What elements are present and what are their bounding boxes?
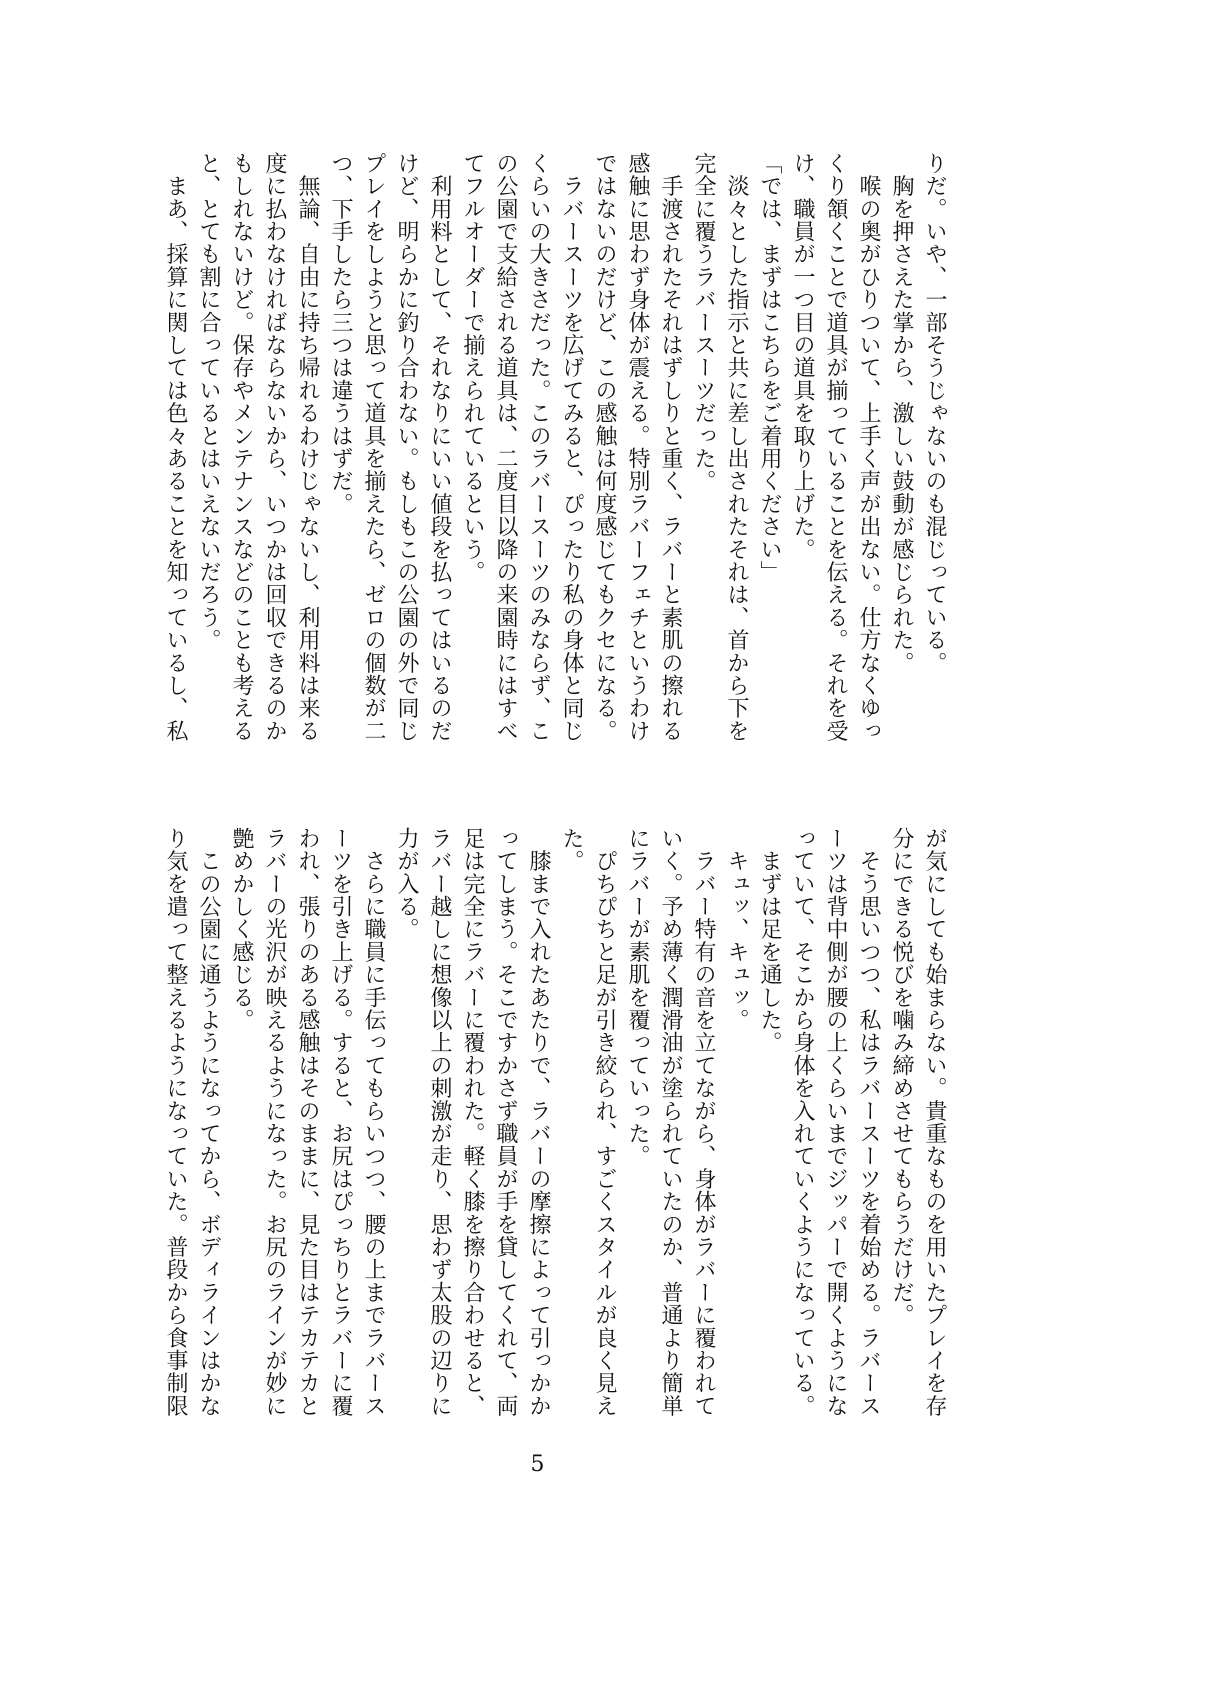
text-line: さらに職員に手伝ってもらいつつ、腰の上までラバース: [361, 827, 386, 1418]
text-line: もしれないけど。保存やメンテナンスなどのことも考える: [229, 152, 254, 743]
text-line: ではないのだけど、この感触は何度感じてもクセになる。: [592, 152, 617, 743]
text-line: 利用料として、それなりにいい値段を払ってはいるのだ: [427, 152, 452, 743]
text-line: にラバーが素肌を覆っていった。: [625, 827, 650, 1168]
text-line: つ、下手したら三つは違うはずだ。: [328, 152, 353, 516]
text-line: 「では、まずはこちらをご着用ください」: [757, 152, 782, 584]
text-line: くらいの大きさだった。このラバースーツのみならず、こ: [526, 152, 551, 743]
text-line: われ、張りのある感触はそのままに、見た目はテカテカと: [295, 827, 320, 1418]
text-line: プレイをしようと思って道具を揃えたら、ゼロの個数が二: [361, 152, 386, 743]
text-line: てフルオーダーで揃えられているという。: [460, 152, 485, 584]
lower-text-block: [151, 827, 951, 1427]
text-line: 力が入る。: [394, 827, 419, 941]
text-line: いく。予め薄く潤滑油が塗られていたのか、普通より簡単: [658, 827, 683, 1418]
text-line: 分にできる悦びを噛み締めさせてもらうだけだ。: [889, 827, 914, 1327]
text-line: ラバー越しに想像以上の刺激が走り、思わず太股の辺りに: [427, 827, 452, 1418]
text-line: 完全に覆うラバースーツだった。: [691, 152, 716, 493]
text-line: ってしまう。そこですかさず職員が手を貸してくれて、両: [493, 827, 518, 1418]
text-line: ーツを引き上げる。すると、お尻はぴっちりとラバーに覆: [328, 827, 353, 1418]
text-line: と、とても割に合っているとはいえないだろう。: [196, 152, 221, 652]
text-line: 感触に思わず身体が震える。特別ラバーフェチというわけ: [625, 152, 650, 743]
text-line: キュッ、キュッ。: [724, 827, 749, 1032]
text-line: け、職員が一つ目の道具を取り上げた。: [790, 152, 815, 561]
text-line: 艶めかしく感じる。: [229, 827, 254, 1032]
text-line: この公園に通うようになってから、ボディラインはかな: [196, 827, 221, 1418]
text-line: ラバーの光沢が映えるようになった。お尻のラインが妙に: [262, 827, 287, 1418]
text-line: 手渡されたそれはずしりと重く、ラバーと素肌の擦れる: [658, 152, 683, 743]
text-line: まずは足を通した。: [757, 827, 782, 1054]
text-line: 胸を押さえた掌から、激しい鼓動が感じられた。: [889, 152, 914, 675]
page-number: 5: [530, 1452, 545, 1477]
text-line: ぴちぴちと足が引き絞られ、すごくスタイルが良く見え: [592, 827, 617, 1418]
text-line: そう思いつつ、私はラバースーツを着始める。ラバース: [856, 827, 881, 1418]
text-line: が気にしても始まらない。貴重なものを用いたプレイを存: [922, 827, 947, 1418]
text-line: 足は完全にラバーに覆われた。軽く膝を擦り合わせると、: [460, 827, 485, 1418]
text-line: り気を遣って整えるようになっていた。普段から食事制限: [163, 827, 188, 1418]
text-line: の公園で支給される道具は、二度目以降の来園時にはすべ: [493, 152, 518, 743]
text-line: 無論、自由に持ち帰れるわけじゃないし、利用料は来る: [295, 152, 320, 743]
upper-text-block: [151, 152, 951, 752]
text-line: ーツは背中側が腰の上くらいまでジッパーで開くようにな: [823, 827, 848, 1418]
text-line: 膝まで入れたあたりで、ラバーの摩擦によって引っかか: [526, 827, 551, 1418]
text-line: まあ、採算に関しては色々あることを知っているし、私: [163, 152, 188, 743]
text-line: た。: [559, 827, 584, 873]
text-line: 度に払わなければならないから、いつかは回収できるのか: [262, 152, 287, 743]
text-line: 淡々とした指示と共に差し出されたそれは、首から下を: [724, 152, 749, 743]
text-line: ラバー特有の音を立てながら、身体がラバーに覆われて: [691, 827, 716, 1418]
text-line: くり頷くことで道具が揃っていることを伝える。それを受: [823, 152, 848, 743]
text-line: けど、明らかに釣り合わない。もしもこの公園の外で同じ: [394, 152, 419, 743]
text-line: っていて、そこから身体を入れていくようになっている。: [790, 827, 815, 1418]
text-line: ラバースーツを広げてみると、ぴったり私の身体と同じ: [559, 152, 584, 743]
text-line: 喉の奥がひりついて、上手く声が出ない。仕方なくゆっ: [856, 152, 881, 743]
text-line: りだ。いや、一部そうじゃないのも混じっている。: [922, 152, 947, 675]
